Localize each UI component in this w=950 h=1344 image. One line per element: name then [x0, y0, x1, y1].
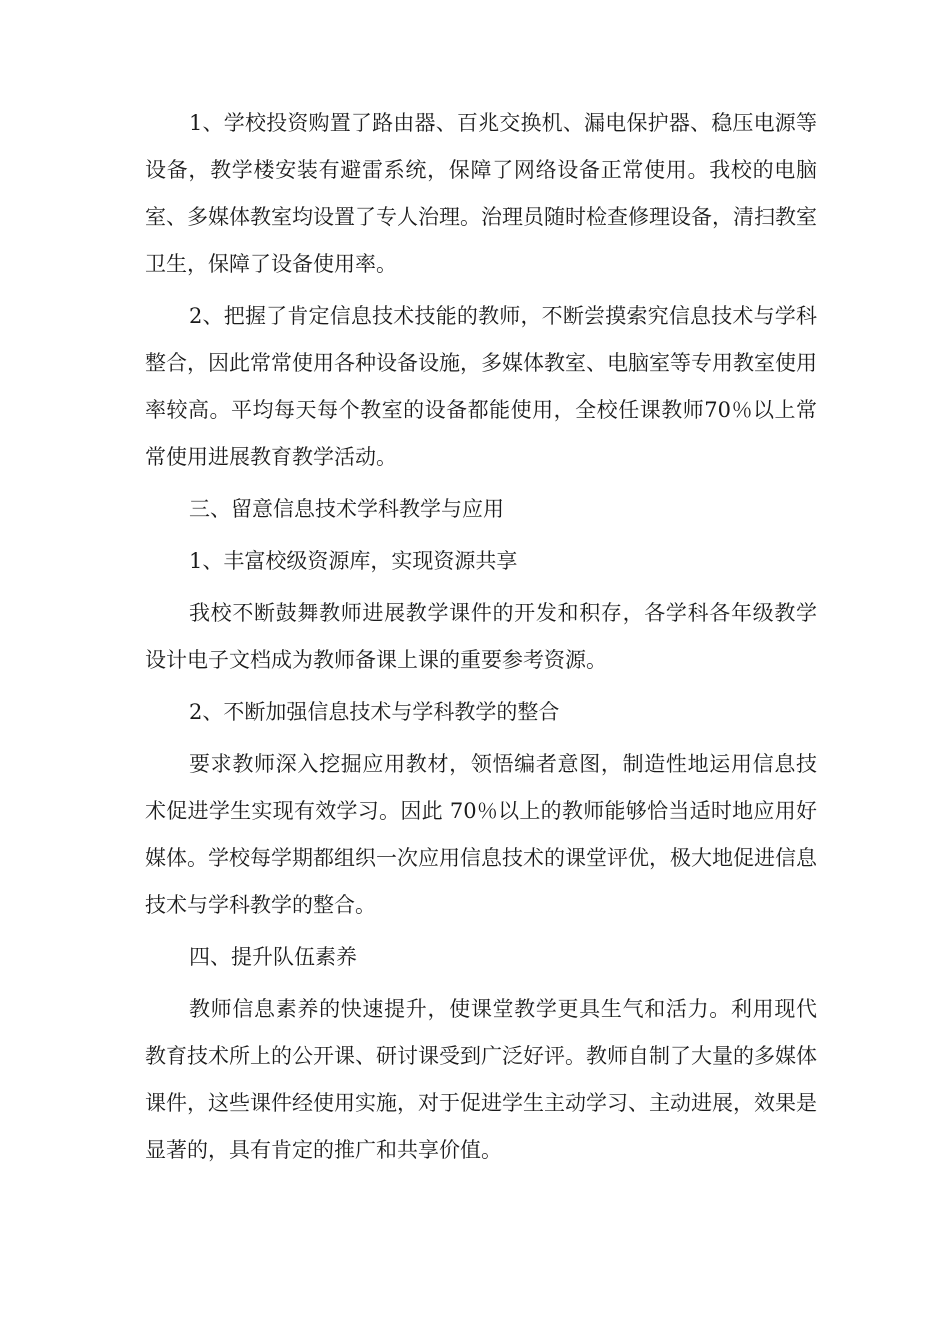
paragraph-teacher-skills: 2、把握了肯定信息技术技能的教师，不断尝摸索究信息技术与学科整合，因此常常使用各种设备设施，多媒体教室、电脑室等专用教室使用率较高。平均每天每个教室的设备都能使用，全校任课教师70％以上常常使用进展教育教学活动。 — [145, 304, 817, 469]
subheading-integration: 2、不断加强信息技术与学科教学的整合 — [189, 700, 560, 724]
section-heading-three: 三、留意信息技术学科教学与应用 — [189, 497, 504, 521]
paragraph-equipment: 1、学校投资购置了路由器、百兆交换机、漏电保护器、稳压电源等设备，教学楼安装有避雷系统，保障了网络设备正常使用。我校的电脑室、多媒体教室均设置了专人治理。治理员随时检查修理设备，清扫教室卫生，保障了设备使用率。 — [145, 111, 817, 276]
document-body — [145, 100, 817, 1179]
paragraph-literacy: 教师信息素养的快速提升，使课堂教学更具生气和活力。利用现代教育技术所上的公开课、研讨课受到广泛好评。教师自制了大量的多媒体课件，这些课件经使用实施，对于促进学生主动学习、主动进展，效果是显著的，具有肯定的推广和共享价值。 — [145, 997, 817, 1162]
paragraph-integration: 要求教师深入挖掘应用教材，领悟编者意图，制造性地运用信息技术促进学生实现有效学习。因此 70％以上的教师能够恰当适时地应用好媒体。学校每学期都组织一次应用信息技术的课堂评优，极大地促进信息技术与学科教学的整合。 — [145, 752, 817, 917]
paragraph-courseware: 我校不断鼓舞教师进展教学课件的开发和积存，各学科各年级教学设计电子文档成为教师备课上课的重要参考资源。 — [145, 601, 817, 672]
section-heading-four: 四、提升队伍素养 — [189, 945, 357, 969]
subheading-resource-library: 1、丰富校级资源库，实现资源共享 — [189, 549, 518, 573]
